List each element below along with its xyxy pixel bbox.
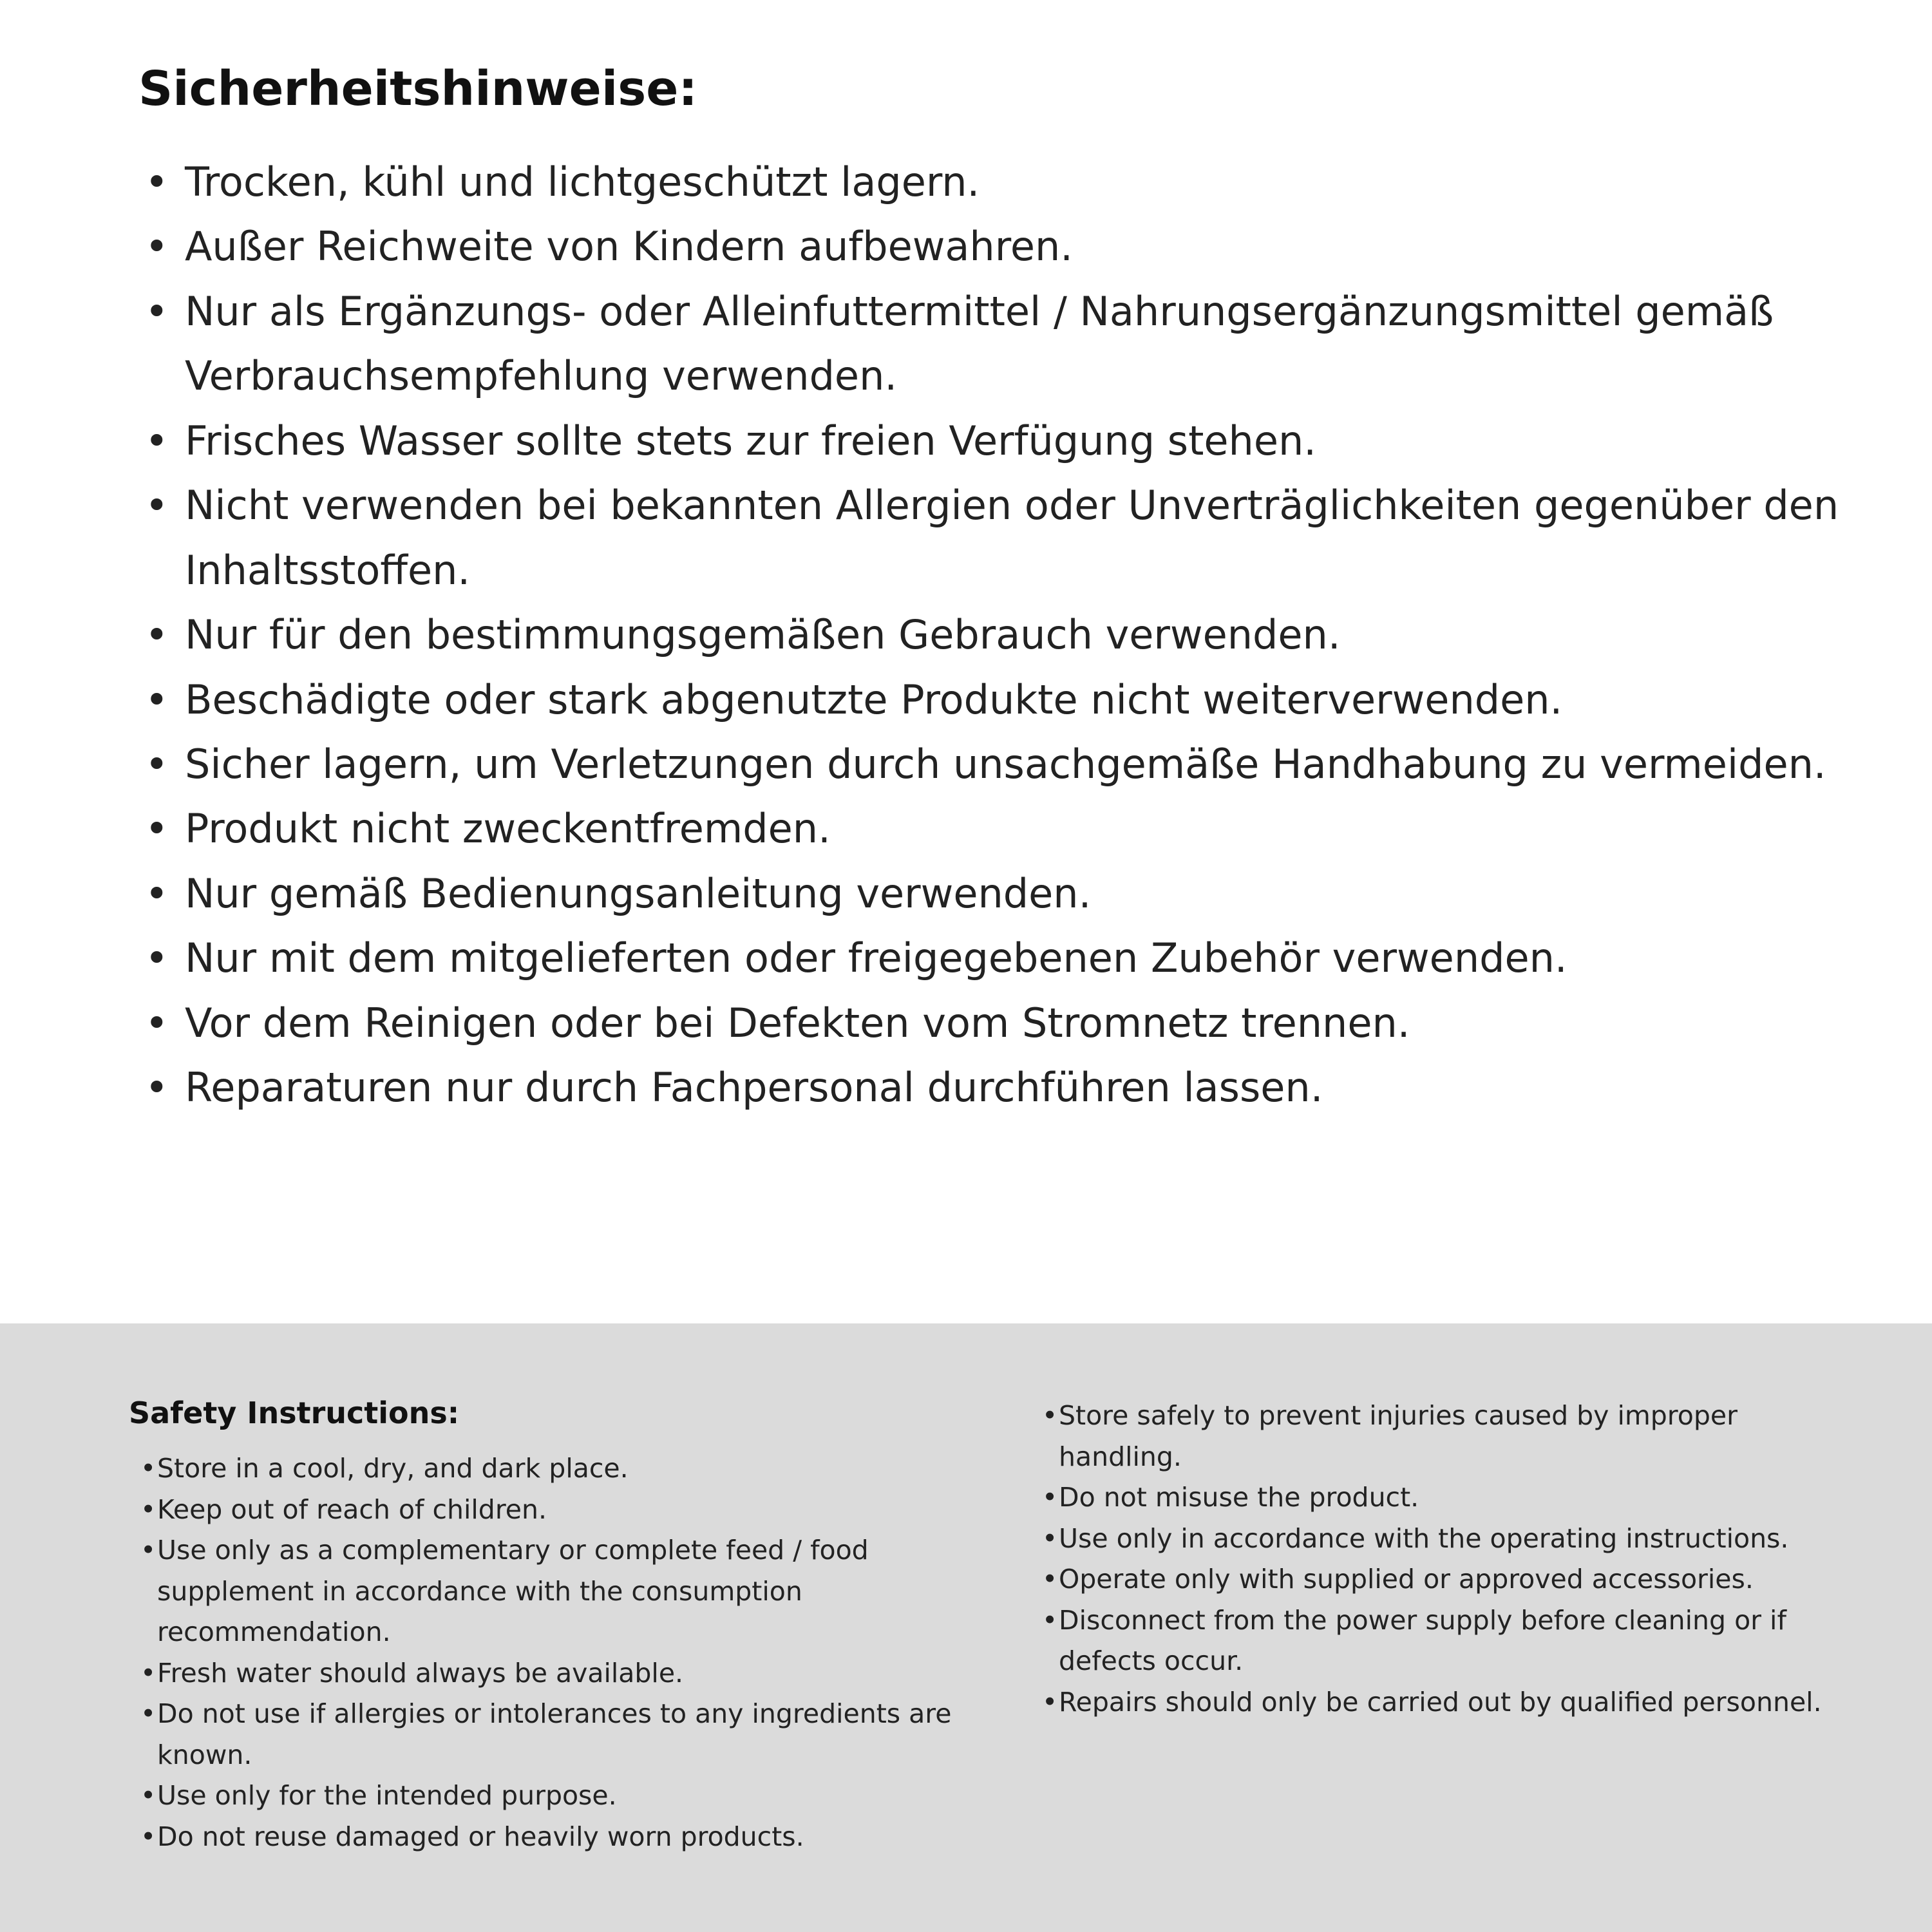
list-item-text: Repairs should only be carried out by qualified personnel.: [1059, 1686, 1822, 1718]
list-item: [138, 279, 1855, 409]
list-item: [129, 1448, 953, 1490]
list-item: [1030, 1682, 1855, 1723]
bullet-icon: [138, 409, 185, 473]
list-item-text: Nur mit dem mitgelieferten oder freigegebenen Zubehör verwenden.: [185, 934, 1567, 982]
english-right-list: [1030, 1396, 1855, 1723]
english-safety-section: [0, 1323, 1932, 1932]
list-item: [129, 1694, 953, 1776]
list-item: [129, 1817, 953, 1858]
list-item: [138, 150, 1855, 214]
list-item: [129, 1530, 953, 1653]
list-item: [138, 409, 1855, 473]
bullet-icon: [138, 1056, 185, 1120]
list-item-text: Disconnect from the power supply before cleaning or if defects occur.: [1059, 1604, 1786, 1677]
list-item-text: Nur als Ergänzungs- oder Alleinfuttermittel / Nahrungsergänzungsmittel gemäß Verbrauchsempfehlung verwenden.: [185, 287, 1774, 400]
list-item: [138, 603, 1855, 667]
list-item-text: Use only in accordance with the operating instructions.: [1059, 1522, 1789, 1554]
list-item-text: Außer Reichweite von Kindern aufbewahren.: [185, 223, 1073, 270]
bullet-icon: [138, 732, 185, 797]
list-item-text: Nicht verwenden bei bekannten Allergien oder Unverträglichkeiten gegenüber den Inhaltsstoffen.: [185, 482, 1839, 594]
bullet-icon: [138, 214, 185, 279]
bullet-icon: [138, 473, 185, 603]
list-item-text: Beschädigte oder stark abgenutzte Produkte nicht weiterverwenden.: [185, 676, 1563, 723]
list-item-text: Trocken, kühl und lichtgeschützt lagern.: [185, 158, 980, 205]
bullet-icon: [129, 1694, 157, 1776]
list-item: [1030, 1519, 1855, 1560]
list-item-text: Store in a cool, dry, and dark place.: [157, 1453, 629, 1484]
bullet-icon: [1030, 1519, 1059, 1560]
list-item-text: Do not misuse the product.: [1059, 1482, 1419, 1513]
list-item-text: Use only for the intended purpose.: [157, 1780, 617, 1812]
list-item-text: Nur gemäß Bedienungsanleitung verwenden.: [185, 869, 1092, 917]
list-item: [129, 1490, 953, 1531]
list-item-text: Frisches Wasser sollte stets zur freien Verfügung stehen.: [185, 417, 1316, 464]
list-item: [138, 214, 1855, 279]
bullet-icon: [138, 150, 185, 214]
list-item-text: Do not use if allergies or intolerances to any ingredients are known.: [157, 1698, 952, 1770]
list-item: [138, 668, 1855, 732]
list-item-text: Vor dem Reinigen oder bei Defekten vom Stromnetz trennen.: [185, 999, 1410, 1046]
list-item: [138, 862, 1855, 926]
list-item: [138, 473, 1855, 603]
list-item-text: Nur für den bestimmungsgemäßen Gebrauch verwenden.: [185, 611, 1341, 659]
bullet-icon: [138, 926, 185, 990]
list-item-text: Store safely to prevent injuries caused by improper handling.: [1059, 1400, 1738, 1472]
bullet-icon: [1030, 1600, 1059, 1682]
bullet-icon: [138, 279, 185, 409]
list-item: [1030, 1396, 1855, 1477]
list-item: [138, 926, 1855, 990]
bullet-icon: [1030, 1559, 1059, 1600]
bullet-icon: [129, 1530, 157, 1653]
list-item-text: Operate only with supplied or approved accessories.: [1059, 1564, 1754, 1595]
bullet-icon: [138, 991, 185, 1056]
english-left-list: [129, 1448, 953, 1857]
english-right-column: [1030, 1396, 1855, 1932]
list-item-text: Sicher lagern, um Verletzungen durch unsachgemäße Handhabung zu vermeiden.: [185, 740, 1826, 788]
list-item: [138, 797, 1855, 861]
bullet-icon: [138, 862, 185, 926]
german-safety-list: [138, 150, 1855, 1121]
bullet-icon: [1030, 1396, 1059, 1477]
list-item: [1030, 1477, 1855, 1519]
german-section-title: Sicherheitshinweise:: [138, 61, 698, 117]
bullet-icon: [138, 668, 185, 732]
list-item: [138, 1056, 1855, 1120]
bullet-icon: [129, 1490, 157, 1531]
list-item-text: Use only as a complementary or complete feed / food supplement in accordance with the consumption recommendation.: [157, 1535, 869, 1648]
list-item: [138, 991, 1855, 1056]
list-item-text: Keep out of reach of children.: [157, 1493, 547, 1525]
list-item: [138, 732, 1855, 797]
bullet-icon: [1030, 1477, 1059, 1519]
list-item: [1030, 1559, 1855, 1600]
english-left-column: [129, 1396, 953, 1932]
list-item-text: Produkt nicht zweckentfremden.: [185, 805, 831, 853]
list-item: [129, 1776, 953, 1817]
bullet-icon: [1030, 1682, 1059, 1723]
bullet-icon: [129, 1817, 157, 1858]
list-item-text: Do not reuse damaged or heavily worn products.: [157, 1821, 804, 1852]
english-section-title: Safety Instructions:: [129, 1396, 460, 1430]
list-item-text: Reparaturen nur durch Fachpersonal durchführen lassen.: [185, 1064, 1323, 1112]
list-item-text: Fresh water should always be available.: [157, 1657, 684, 1689]
bullet-icon: [129, 1653, 157, 1694]
bullet-icon: [129, 1448, 157, 1490]
bullet-icon: [138, 603, 185, 667]
list-item: [1030, 1600, 1855, 1682]
bullet-icon: [129, 1776, 157, 1817]
list-item: [129, 1653, 953, 1694]
bullet-icon: [138, 797, 185, 861]
